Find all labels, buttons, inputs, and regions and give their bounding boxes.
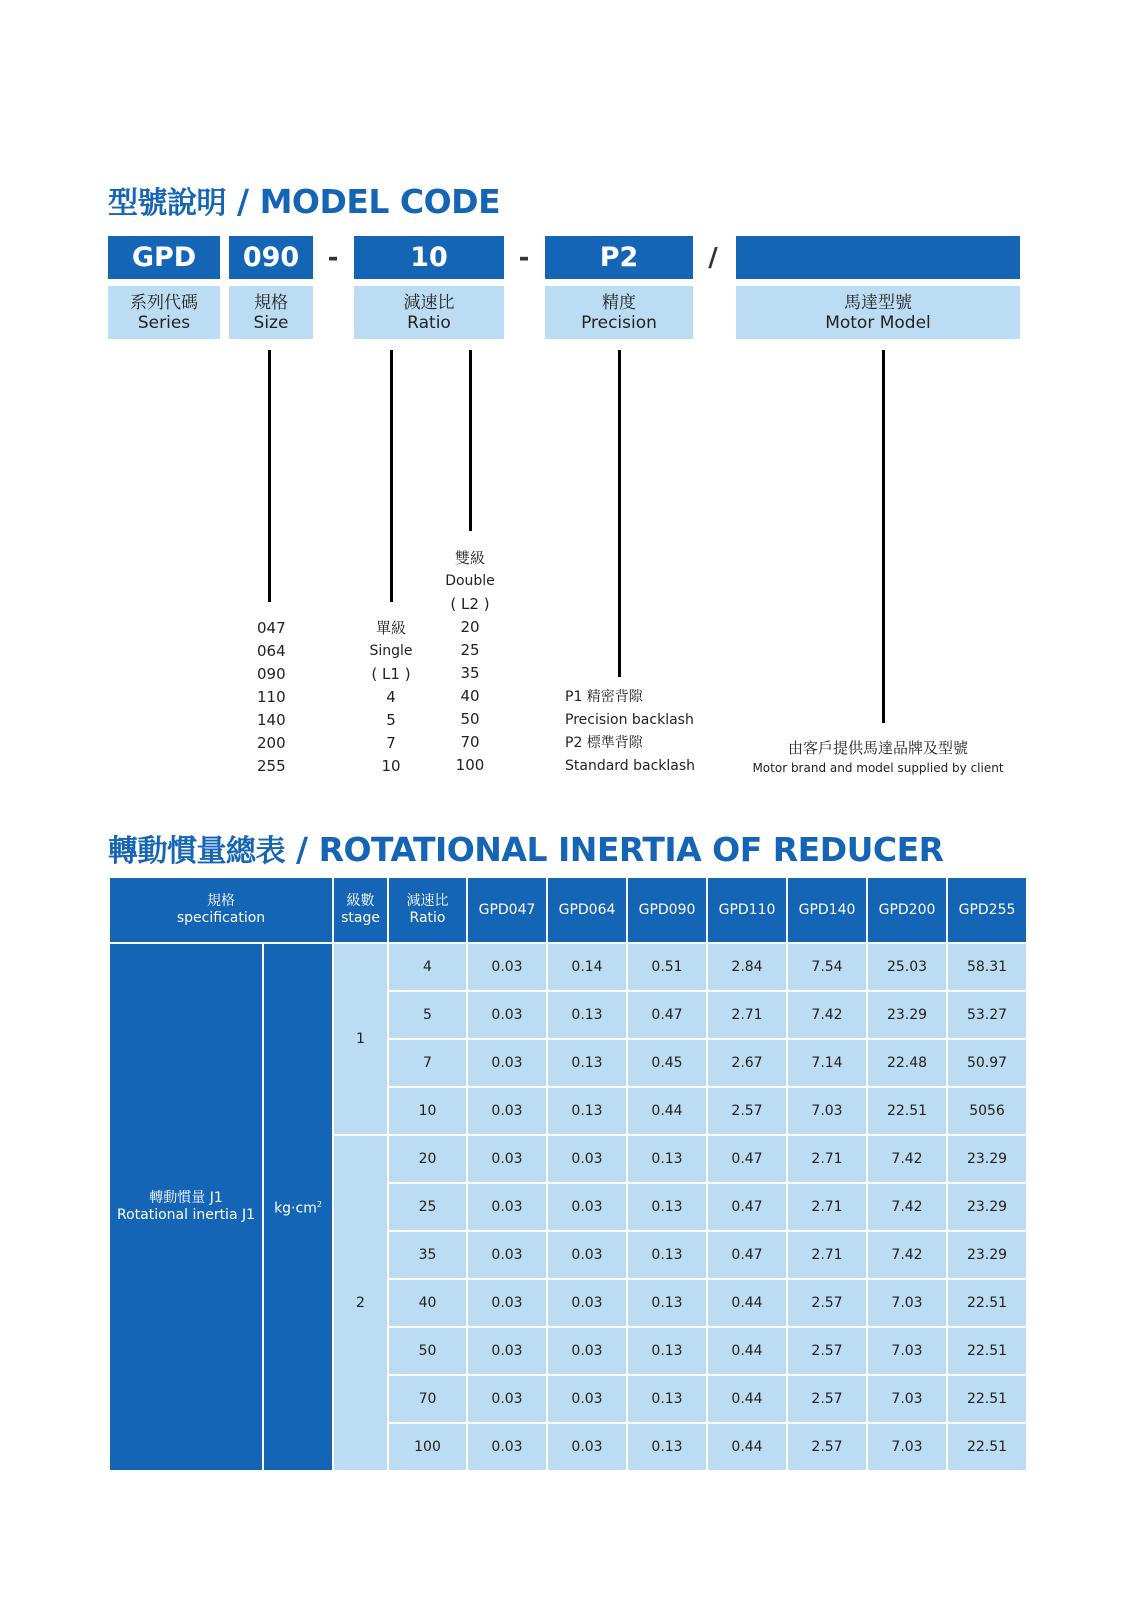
value-cell: 23.29	[947, 1231, 1027, 1279]
ratio-cell: 20	[388, 1135, 467, 1183]
header-spec	[109, 877, 333, 943]
heading-zh: 型號說明	[108, 186, 226, 221]
value-cell: 0.44	[707, 1279, 787, 1327]
size-option: 064	[257, 642, 286, 660]
heading-en: ROTATIONAL INERTIA OF REDUCER	[318, 830, 944, 869]
value-cell: 2.71	[707, 991, 787, 1039]
inertia-table	[108, 876, 1028, 1472]
double-ratio: 20	[460, 618, 480, 636]
single-stage-en: Single	[369, 643, 413, 659]
connector-motor	[882, 350, 885, 723]
value-cell: 0.03	[547, 1375, 627, 1423]
double-stage-en: Double	[445, 573, 495, 589]
single-ratio-options	[351, 617, 431, 778]
value-cell: 0.03	[547, 1279, 627, 1327]
value-cell: 7.54	[787, 943, 867, 991]
value-cell: 22.48	[867, 1039, 947, 1087]
label-ratio-zh: 減速比	[403, 292, 455, 313]
precision-option: P1 精密背隙	[565, 689, 643, 705]
value-cell: 7.42	[867, 1183, 947, 1231]
row-label-en: Rotational inertia J1	[116, 1207, 256, 1223]
size-option: 200	[257, 734, 286, 752]
value-cell: 7.42	[787, 991, 867, 1039]
value-cell: 22.51	[947, 1327, 1027, 1375]
ratio-cell: 35	[388, 1231, 467, 1279]
precision-option: Precision backlash	[565, 712, 694, 728]
value-cell: 0.44	[707, 1423, 787, 1471]
value-cell: 0.47	[707, 1135, 787, 1183]
row-label-zh: 轉動慣量 J1	[149, 1190, 223, 1206]
ratio-cell: 50	[388, 1327, 467, 1375]
header-model: GPD140	[787, 877, 867, 943]
header-ratio	[388, 877, 467, 943]
header-model: GPD090	[627, 877, 707, 943]
value-cell: 7.42	[867, 1135, 947, 1183]
value-cell: 2.57	[787, 1423, 867, 1471]
value-cell: 0.44	[707, 1375, 787, 1423]
connector-double	[469, 350, 472, 531]
precision-option: Standard backlash	[565, 758, 696, 774]
value-cell: 22.51	[947, 1375, 1027, 1423]
size-option: 140	[257, 711, 286, 729]
single-stage-code: ( L1 )	[371, 665, 411, 683]
table-row	[109, 943, 1027, 991]
ratio-cell: 7	[388, 1039, 467, 1087]
label-motor-zh: 馬達型號	[844, 292, 912, 313]
connector-precision	[618, 350, 621, 677]
single-ratio: 5	[386, 711, 396, 729]
header-model: GPD064	[547, 877, 627, 943]
double-ratio: 35	[460, 664, 480, 682]
value-cell: 2.57	[787, 1327, 867, 1375]
value-cell: 0.47	[707, 1183, 787, 1231]
value-cell: 22.51	[947, 1423, 1027, 1471]
header-spec-zh: 規格	[207, 893, 235, 909]
value-cell: 2.57	[787, 1375, 867, 1423]
label-ratio	[354, 286, 504, 339]
value-cell: 0.03	[467, 1231, 547, 1279]
size-options	[257, 617, 286, 778]
precision-options	[565, 686, 695, 778]
size-option: 090	[257, 665, 286, 683]
value-cell: 0.44	[627, 1087, 707, 1135]
double-stage-code: ( L2 )	[450, 595, 490, 613]
value-cell: 2.71	[787, 1183, 867, 1231]
value-cell: 7.42	[867, 1231, 947, 1279]
single-ratio: 10	[381, 757, 401, 775]
value-cell: 0.03	[467, 991, 547, 1039]
ratio-cell: 10	[388, 1087, 467, 1135]
value-cell: 0.45	[627, 1039, 707, 1087]
value-cell: 0.03	[547, 1135, 627, 1183]
double-ratio: 25	[460, 641, 480, 659]
value-cell: 2.67	[707, 1039, 787, 1087]
value-cell: 0.03	[467, 1135, 547, 1183]
value-cell: 58.31	[947, 943, 1027, 991]
size-option: 255	[257, 757, 286, 775]
label-series-zh: 系列代碼	[130, 292, 198, 313]
double-ratio: 70	[460, 733, 480, 751]
label-precision	[545, 286, 693, 339]
value-cell: 23.29	[947, 1183, 1027, 1231]
value-cell: 23.29	[947, 1135, 1027, 1183]
ratio-cell: 40	[388, 1279, 467, 1327]
label-precision-en: Precision	[581, 312, 657, 333]
code-dash-2: -	[518, 242, 530, 273]
value-cell: 0.51	[627, 943, 707, 991]
header-stage-en: stage	[341, 910, 380, 926]
value-cell: 0.13	[627, 1231, 707, 1279]
value-cell: 0.13	[627, 1327, 707, 1375]
value-cell: 0.03	[467, 1375, 547, 1423]
inertia-heading	[108, 826, 944, 870]
single-ratio: 7	[386, 734, 396, 752]
row-label	[109, 943, 263, 1471]
value-cell: 50.97	[947, 1039, 1027, 1087]
single-stage-zh: 單級	[375, 619, 406, 637]
precision-option: P2 標準背隙	[565, 735, 643, 751]
heading-sep: /	[296, 830, 308, 869]
value-cell: 0.14	[547, 943, 627, 991]
stage-cell: 2	[333, 1135, 388, 1471]
value-cell: 0.13	[627, 1375, 707, 1423]
unit-sup: 2	[316, 1200, 322, 1210]
label-size-zh: 規格	[254, 292, 288, 313]
value-cell: 0.47	[707, 1231, 787, 1279]
value-cell: 2.57	[787, 1279, 867, 1327]
label-size-en: Size	[253, 312, 289, 333]
motor-note-zh: 由客戶提供馬達品牌及型號	[787, 739, 968, 757]
value-cell: 23.29	[867, 991, 947, 1039]
double-ratio-options	[430, 547, 510, 777]
unit-text: kg·cm	[274, 1200, 317, 1217]
code-series: GPD	[108, 236, 220, 279]
value-cell: 0.03	[467, 1183, 547, 1231]
code-size: 090	[229, 236, 313, 279]
ratio-cell: 100	[388, 1423, 467, 1471]
heading-zh: 轉動慣量總表	[108, 834, 285, 869]
header-ratio-en: Ratio	[409, 910, 446, 926]
label-motor-en: Motor Model	[825, 312, 931, 333]
connector-size	[268, 350, 271, 602]
value-cell: 0.13	[627, 1423, 707, 1471]
single-ratio: 4	[386, 688, 396, 706]
value-cell: 22.51	[947, 1279, 1027, 1327]
stage-cell: 1	[333, 943, 388, 1135]
header-stage-zh: 級數	[346, 893, 375, 909]
header-model: GPD255	[947, 877, 1027, 943]
label-size	[229, 286, 313, 339]
value-cell: 22.51	[867, 1087, 947, 1135]
value-cell: 53.27	[947, 991, 1027, 1039]
value-cell: 0.44	[707, 1327, 787, 1375]
value-cell: 7.03	[867, 1327, 947, 1375]
value-cell: 2.71	[787, 1231, 867, 1279]
value-cell: 0.03	[547, 1327, 627, 1375]
header-spec-en: specification	[176, 910, 266, 926]
model-code-heading	[108, 178, 500, 222]
motor-note-en: Motor brand and model supplied by client	[752, 761, 1004, 775]
value-cell: 0.03	[467, 1327, 547, 1375]
value-cell: 0.13	[627, 1279, 707, 1327]
ratio-cell: 25	[388, 1183, 467, 1231]
value-cell: 0.03	[467, 1039, 547, 1087]
value-cell: 7.14	[787, 1039, 867, 1087]
size-option: 110	[257, 688, 286, 706]
heading-en: MODEL CODE	[259, 182, 501, 221]
value-cell: 5056	[947, 1087, 1027, 1135]
connector-single	[390, 350, 393, 602]
header-model: GPD110	[707, 877, 787, 943]
value-cell: 7.03	[867, 1423, 947, 1471]
ratio-cell: 70	[388, 1375, 467, 1423]
label-ratio-en: Ratio	[407, 312, 451, 333]
code-precision: P2	[545, 236, 693, 279]
header-model: GPD047	[467, 877, 547, 943]
code-dash-1: -	[327, 242, 339, 273]
label-precision-zh: 精度	[602, 292, 636, 313]
code-ratio: 10	[354, 236, 504, 279]
value-cell: 0.13	[627, 1135, 707, 1183]
label-series	[108, 286, 220, 339]
value-cell: 7.03	[787, 1087, 867, 1135]
value-cell: 2.71	[787, 1135, 867, 1183]
label-series-en: Series	[137, 312, 191, 333]
value-cell: 0.03	[467, 1279, 547, 1327]
value-cell: 0.13	[547, 1039, 627, 1087]
double-stage-zh: 雙級	[454, 549, 485, 567]
unit-cell	[263, 943, 333, 1471]
value-cell: 0.03	[467, 943, 547, 991]
code-slash: /	[708, 242, 718, 273]
value-cell: 2.57	[707, 1087, 787, 1135]
value-cell: 2.84	[707, 943, 787, 991]
size-option: 047	[257, 619, 286, 637]
table-header-row	[109, 877, 1027, 943]
value-cell: 0.03	[467, 1423, 547, 1471]
value-cell: 7.03	[867, 1279, 947, 1327]
value-cell: 25.03	[867, 943, 947, 991]
value-cell: 0.13	[627, 1183, 707, 1231]
header-model: GPD200	[867, 877, 947, 943]
double-ratio: 50	[460, 710, 480, 728]
code-motor	[736, 236, 1020, 279]
value-cell: 0.03	[467, 1087, 547, 1135]
value-cell: 0.47	[627, 991, 707, 1039]
ratio-cell: 5	[388, 991, 467, 1039]
value-cell: 0.13	[547, 1087, 627, 1135]
double-ratio: 40	[460, 687, 480, 705]
value-cell: 0.03	[547, 1183, 627, 1231]
header-stage	[333, 877, 388, 943]
header-ratio-zh: 減速比	[406, 893, 449, 909]
heading-sep: /	[237, 182, 249, 221]
label-motor	[736, 286, 1020, 339]
double-ratio: 100	[455, 756, 485, 774]
value-cell: 0.13	[547, 991, 627, 1039]
ratio-cell: 4	[388, 943, 467, 991]
value-cell: 0.03	[547, 1423, 627, 1471]
value-cell: 0.03	[547, 1231, 627, 1279]
value-cell: 7.03	[867, 1375, 947, 1423]
